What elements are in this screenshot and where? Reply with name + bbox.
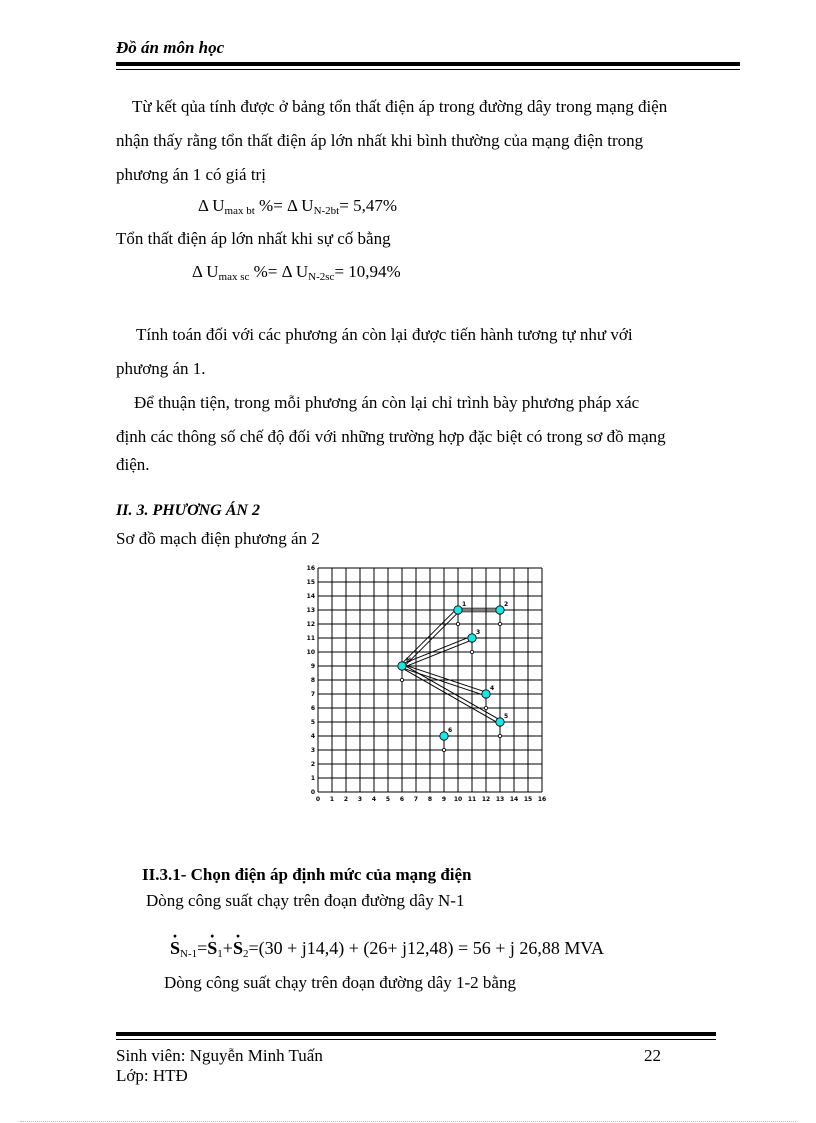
node-ground-mark <box>498 734 501 737</box>
power-flow-equation: · $S_{N-1}=\cdot S_1+\cdot S_2=(30 + j14,4) + (26+ j12,48) = 56 + j$ 26,88 MVA <box>170 938 604 960</box>
y-tick-label: 5 <box>310 719 315 726</box>
header-rule-thick <box>116 62 740 66</box>
node-ground-mark <box>456 622 459 625</box>
header-rule-thin <box>116 69 740 70</box>
section-heading: II. 3. PHƯƠNG ÁN 2 <box>116 502 260 519</box>
node-ground-mark <box>484 706 487 709</box>
y-tick-label: 3 <box>310 747 315 754</box>
x-tick-label: 13 <box>495 796 505 803</box>
paragraph-3-line-2: phương án 1. <box>116 359 206 378</box>
node-marker <box>482 690 490 698</box>
x-tick-label: 5 <box>385 796 391 803</box>
x-tick-label: 9 <box>441 796 447 803</box>
network-diagram <box>300 560 550 810</box>
y-tick-label: 2 <box>310 761 315 768</box>
branch-line <box>403 640 473 668</box>
node-label: 5 <box>504 713 509 720</box>
axis-ticks <box>307 565 547 803</box>
x-tick-label: 8 <box>427 796 433 803</box>
y-tick-label: 6 <box>310 705 315 712</box>
node-ground-mark <box>498 622 501 625</box>
header-title: Đồ án môn học <box>116 38 225 57</box>
node-marker <box>468 634 476 642</box>
y-tick-label: 1 <box>310 775 315 782</box>
footer-rule-thin <box>116 1039 716 1040</box>
x-tick-label: 4 <box>371 796 377 803</box>
y-tick-label: 7 <box>310 691 315 698</box>
x-tick-label: 12 <box>481 796 491 803</box>
paragraph-4-line-3: điện. <box>116 455 150 474</box>
x-tick-label: 11 <box>467 796 477 803</box>
paragraph-2: Tổn thất điện áp lớn nhất khi sự cố bằng <box>116 229 391 248</box>
subsection-heading: II.3.1- Chọn điện áp định mức của mạng điện <box>142 865 472 884</box>
x-tick-label: 14 <box>509 796 519 803</box>
x-tick-label: 1 <box>329 796 335 803</box>
x-tick-label: 16 <box>537 796 547 803</box>
diagram-caption: Sơ đồ mạch điện phương án 2 <box>116 529 320 548</box>
x-tick-label: 15 <box>523 796 533 803</box>
y-tick-label: 15 <box>306 579 315 586</box>
paragraph-1-line-1: Từ kết qủa tính được ở bảng tổn thất điện áp trong đường dây trong mạng điện <box>132 97 668 116</box>
node-ground-mark <box>400 678 403 681</box>
y-tick-label: 4 <box>310 733 315 740</box>
node-marker <box>496 606 504 614</box>
x-tick-label: 6 <box>399 796 405 803</box>
y-tick-label: 14 <box>306 593 315 600</box>
subsection-line-1: Dòng công suất chạy trên đoạn đường dây N-1 <box>146 891 465 910</box>
node-marker <box>496 718 504 726</box>
paragraph-3-line-1: Tính toán đối với các phương án còn lại được tiến hành tương tự như với <box>136 325 633 344</box>
node-marker <box>440 732 448 740</box>
y-tick-label: 10 <box>306 649 315 656</box>
paragraph-1-line-3: phương án 1 có giá trị <box>116 165 266 184</box>
node-ground-mark <box>470 650 473 653</box>
x-tick-label: 3 <box>357 796 363 803</box>
node-label: 2 <box>504 601 509 608</box>
page-bottom-border <box>20 1121 796 1122</box>
y-tick-label: 8 <box>310 677 315 684</box>
y-tick-label: 13 <box>306 607 315 614</box>
y-tick-label: 0 <box>310 789 315 796</box>
formula-max-normal: Δ $U_{max bt}$ %= Δ $U_{N-2bt}= 5,47\%$ <box>198 196 397 217</box>
node-marker <box>398 662 406 670</box>
node-label: 1 <box>462 601 467 608</box>
paragraph-1-line-2: nhận thấy rằng tổn thất điện áp lớn nhất khi bình thường của mạng điện trong <box>116 131 644 150</box>
y-tick-label: 11 <box>306 635 315 642</box>
footer-rule-thick <box>116 1032 716 1036</box>
branch-line <box>401 636 471 664</box>
subsection-line-2: Dòng công suất chạy trên đoạn đường dây 1-2 bằng <box>164 973 516 992</box>
x-tick-label: 0 <box>315 796 321 803</box>
node-label: 3 <box>476 629 481 636</box>
footer-class: Lớp: HTĐ <box>116 1066 188 1085</box>
x-tick-label: 2 <box>343 796 349 803</box>
footer-student: Sinh viên: Nguyễn Minh Tuấn <box>116 1046 323 1065</box>
branch-line <box>403 611 459 667</box>
paragraph-4-line-1: Để thuận tiện, trong mỗi phương án còn lại chỉ trình bày phương pháp xác <box>134 393 640 412</box>
node-marker <box>454 606 462 614</box>
y-tick-label: 16 <box>306 565 315 572</box>
paragraph-4-line-2: định các thông số chế độ đối với những trường hợp đặc biệt có trong sơ đồ mạng <box>116 427 666 446</box>
formula-max-fault: Δ $U_{max sc}$ %= Δ $U_{N-2sc}= 10,94\%$ <box>192 262 401 283</box>
x-tick-label: 7 <box>413 796 419 803</box>
node-ground-mark <box>442 748 445 751</box>
page-number: 22 <box>644 1046 661 1065</box>
y-tick-label: 12 <box>306 621 315 628</box>
node-label: 4 <box>490 685 495 692</box>
node-label: N <box>406 657 412 664</box>
node-label: 6 <box>448 727 453 734</box>
y-tick-label: 9 <box>310 663 315 670</box>
x-tick-label: 10 <box>453 796 463 803</box>
